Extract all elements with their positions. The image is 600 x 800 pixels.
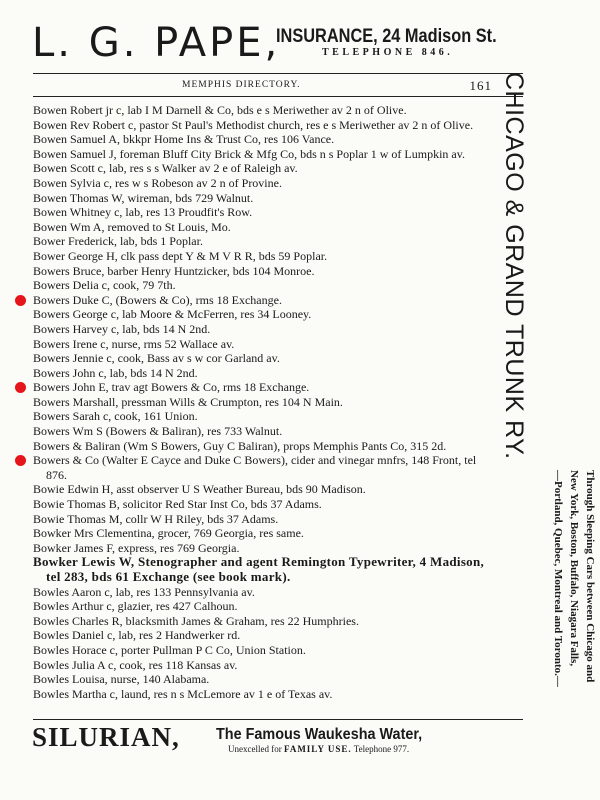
directory-entry (33, 687, 495, 702)
directory-entry (33, 118, 495, 133)
directory-entry-text: Bowie Edwin H, asst observer U S Weather Bureau, bds 90 Madison. (33, 482, 366, 497)
directory-entry-text: Bowers George c, lab Moore & McFerren, res 34 Looney. (33, 307, 312, 322)
directory-listings (33, 103, 495, 701)
directory-entry (33, 628, 495, 643)
directory-entry (33, 658, 495, 673)
red-dot-marker (15, 455, 26, 466)
side-advertisement-details (542, 470, 600, 770)
directory-entry (33, 366, 495, 381)
directory-entry-text: Bowles Julia A c, cook, res 118 Kansas av. (33, 657, 238, 672)
directory-entry-text: Bowers John c, lab, bds 14 N 2nd. (33, 365, 198, 380)
directory-entry-text: Bowker James F, express, res 769 Georgia. (33, 540, 240, 555)
directory-entry (33, 249, 495, 264)
directory-entry (33, 585, 495, 600)
directory-entry (33, 380, 495, 395)
directory-entry-text: Bowker Mrs Clementina, grocer, 769 Georgia, res same. (33, 526, 304, 541)
side-advertisement (490, 72, 538, 737)
header-rule-bottom (33, 96, 523, 97)
header-insurance: INSURANCE, 24 Madison St. (276, 26, 497, 47)
directory-entry-text: Bowles Louisa, nurse, 140 Alabama. (33, 672, 210, 687)
directory-entry-text: Bowers & Baliran (Wm S Bowers, Guy C Baliran), props Memphis Pants Co, 315 2d. (33, 438, 447, 453)
header-insurance-block (276, 26, 526, 58)
directory-entry-text: Bowen Rev Robert c, pastor St Paul's Methodist church, res e s Meriwether av 2 n of Olive. (33, 117, 474, 132)
header-name: L. G. PAPE, (32, 20, 281, 66)
directory-entry (33, 337, 495, 352)
directory-entry (33, 220, 495, 235)
directory-entry-text: Bowles Martha c, laund, res n s McLemore av 1 e of Texas av. (33, 686, 333, 701)
directory-entry-text: Bowles Daniel c, lab, res 2 Handwerker rd. (33, 628, 241, 643)
red-dot-marker (15, 295, 26, 306)
footer-text-block (216, 726, 526, 754)
directory-entry-text: Bowles Charles R, blacksmith James & Graham, res 22 Humphries. (33, 613, 359, 628)
red-dot-marker (15, 382, 26, 393)
directory-entry-text: Bowers Delia c, cook, 79 7th. (33, 278, 176, 293)
directory-entry (33, 307, 495, 322)
side-ad-title: CHICAGO & GRAND TRUNK RY. (500, 72, 528, 460)
directory-entry-text: Bowers Harvey c, lab, bds 14 N 2nd. (33, 321, 211, 336)
directory-entry-text: Bowen Scott c, lab, res s s Walker av 2 e of Raleigh av. (33, 161, 298, 176)
directory-entry (33, 176, 495, 191)
header-advertisement (32, 22, 522, 68)
directory-entry-text: Bowen Samuel A, bkkpr Home Ins & Trust Co, res 106 Vance. (33, 132, 335, 147)
side-ad-line-1: Through Sleeping Cars between Chicago and (584, 470, 596, 683)
directory-entry (33, 439, 495, 454)
directory-entry-text: Bowie Thomas B, solicitor Red Star Inst Co, bds 37 Adams. (33, 497, 322, 512)
directory-entry (33, 264, 495, 279)
page-number: 161 (469, 78, 492, 93)
directory-entry (33, 293, 495, 308)
directory-entry (33, 599, 495, 614)
footer-advertisement (32, 722, 522, 762)
directory-entry-text: Bowles Arthur c, glazier, res 427 Calhoun. (33, 599, 238, 614)
directory-entry (33, 497, 495, 512)
running-head (32, 80, 492, 94)
directory-entry (33, 147, 495, 162)
directory-entry (33, 526, 495, 541)
directory-entry-text: Bowers Wm S (Bowers & Baliran), res 733 Walnut. (33, 424, 283, 439)
directory-entry (33, 132, 495, 147)
footer-sub-caps: FAMILY USE. (283, 744, 352, 754)
directory-entry (33, 512, 495, 527)
directory-entry (33, 482, 495, 497)
header-telephone: TELEPHONE 846. (322, 47, 454, 58)
directory-entry-text: Bowen Robert jr c, lab I M Darnell & Co, bds e s Meriwether av 2 n of Olive. (33, 103, 407, 117)
directory-entry-text: Bowers Duke C, (Bowers & Co), rms 18 Exchange. (33, 292, 282, 307)
directory-entry (33, 161, 495, 176)
directory-entry (33, 409, 495, 424)
directory-entry-text: Bowers Irene c, nurse, rms 52 Wallace av. (33, 336, 235, 351)
footer-sub (228, 744, 526, 754)
directory-entry-text: Bowen Wm A, removed to St Louis, Mo. (33, 219, 231, 234)
footer-phone: Telephone 977. (353, 744, 410, 754)
directory-entry (33, 672, 495, 687)
directory-entry (33, 643, 495, 658)
directory-entry (33, 205, 495, 220)
directory-entry-text: Bowles Aaron c, lab, res 133 Pennsylvania av. (33, 584, 255, 599)
directory-entry-text: Bowen Samuel J, foreman Bluff City Brick & Mfg Co, bds n s Poplar 1 w of Lumpkin av. (33, 146, 465, 161)
directory-entry (33, 541, 495, 556)
directory-entry (33, 351, 495, 366)
directory-entry (33, 322, 495, 337)
side-ad-line-2: New York, Boston, Buffalo, Niagara Falls, (568, 470, 580, 667)
directory-entry-text: Bowen Sylvia c, res w s Robeson av 2 n of Provine. (33, 175, 282, 190)
directory-entry-text: Bowers Bruce, barber Henry Huntzicker, bds 104 Monroe. (33, 263, 315, 278)
directory-entry (33, 424, 495, 439)
directory-entry-text: Bowers John E, trav agt Bowers & Co, rms 18 Exchange. (33, 380, 310, 395)
directory-entry-text: Bowen Whitney c, lab, res 13 Proudfit's Row. (33, 205, 253, 220)
header-rule-top (33, 73, 523, 74)
directory-entry (33, 453, 495, 482)
directory-entry-text: Bower Frederick, lab, bds 1 Poplar. (33, 234, 203, 249)
directory-entry-text: Bowers Sarah c, cook, 161 Union. (33, 409, 198, 424)
directory-entry (33, 103, 495, 118)
directory-entry (33, 191, 495, 206)
directory-entry-text: Bowers Jennie c, cook, Bass av s w cor Garland av. (33, 351, 280, 366)
directory-entry (33, 278, 495, 293)
footer-name: SILURIAN, (32, 722, 180, 752)
directory-entry (33, 395, 495, 410)
footer-main: The Famous Waukesha Water, (216, 726, 423, 743)
directory-entry (33, 555, 495, 584)
directory-entry-text: Bowers Marshall, pressman Wills & Crumpton, res 104 N Main. (33, 394, 343, 409)
directory-entry-text: Bowker Lewis W, Stenographer and agent Remington Typewriter, 4 Madison, tel 283, bds 61 Exchange (see book mark). (33, 554, 485, 584)
directory-entry (33, 234, 495, 249)
directory-entry (33, 614, 495, 629)
directory-entry-text: Bowles Horace c, porter Pullman P C Co, Union Station. (33, 642, 306, 657)
footer-rule (33, 719, 523, 720)
side-ad-line-3: —Portland, Quebec, Montreal and Toronto.— (552, 470, 564, 687)
directory-entry-text: Bowie Thomas M, collr W H Riley, bds 37 Adams. (33, 511, 279, 526)
directory-entry-text: Bower George H, clk pass dept Y & M V R R, bds 59 Poplar. (33, 248, 328, 263)
directory-entry-text: Bowers & Co (Walter E Cayce and Duke C Bowers), cider and vinegar mnfrs, 148 Front, tel 876. (33, 453, 477, 482)
running-head-title: MEMPHIS DIRECTORY. (182, 80, 301, 90)
directory-entry-text: Bowen Thomas W, wireman, bds 729 Walnut. (33, 190, 254, 205)
footer-sub-text: Unexcelled for (228, 744, 282, 754)
